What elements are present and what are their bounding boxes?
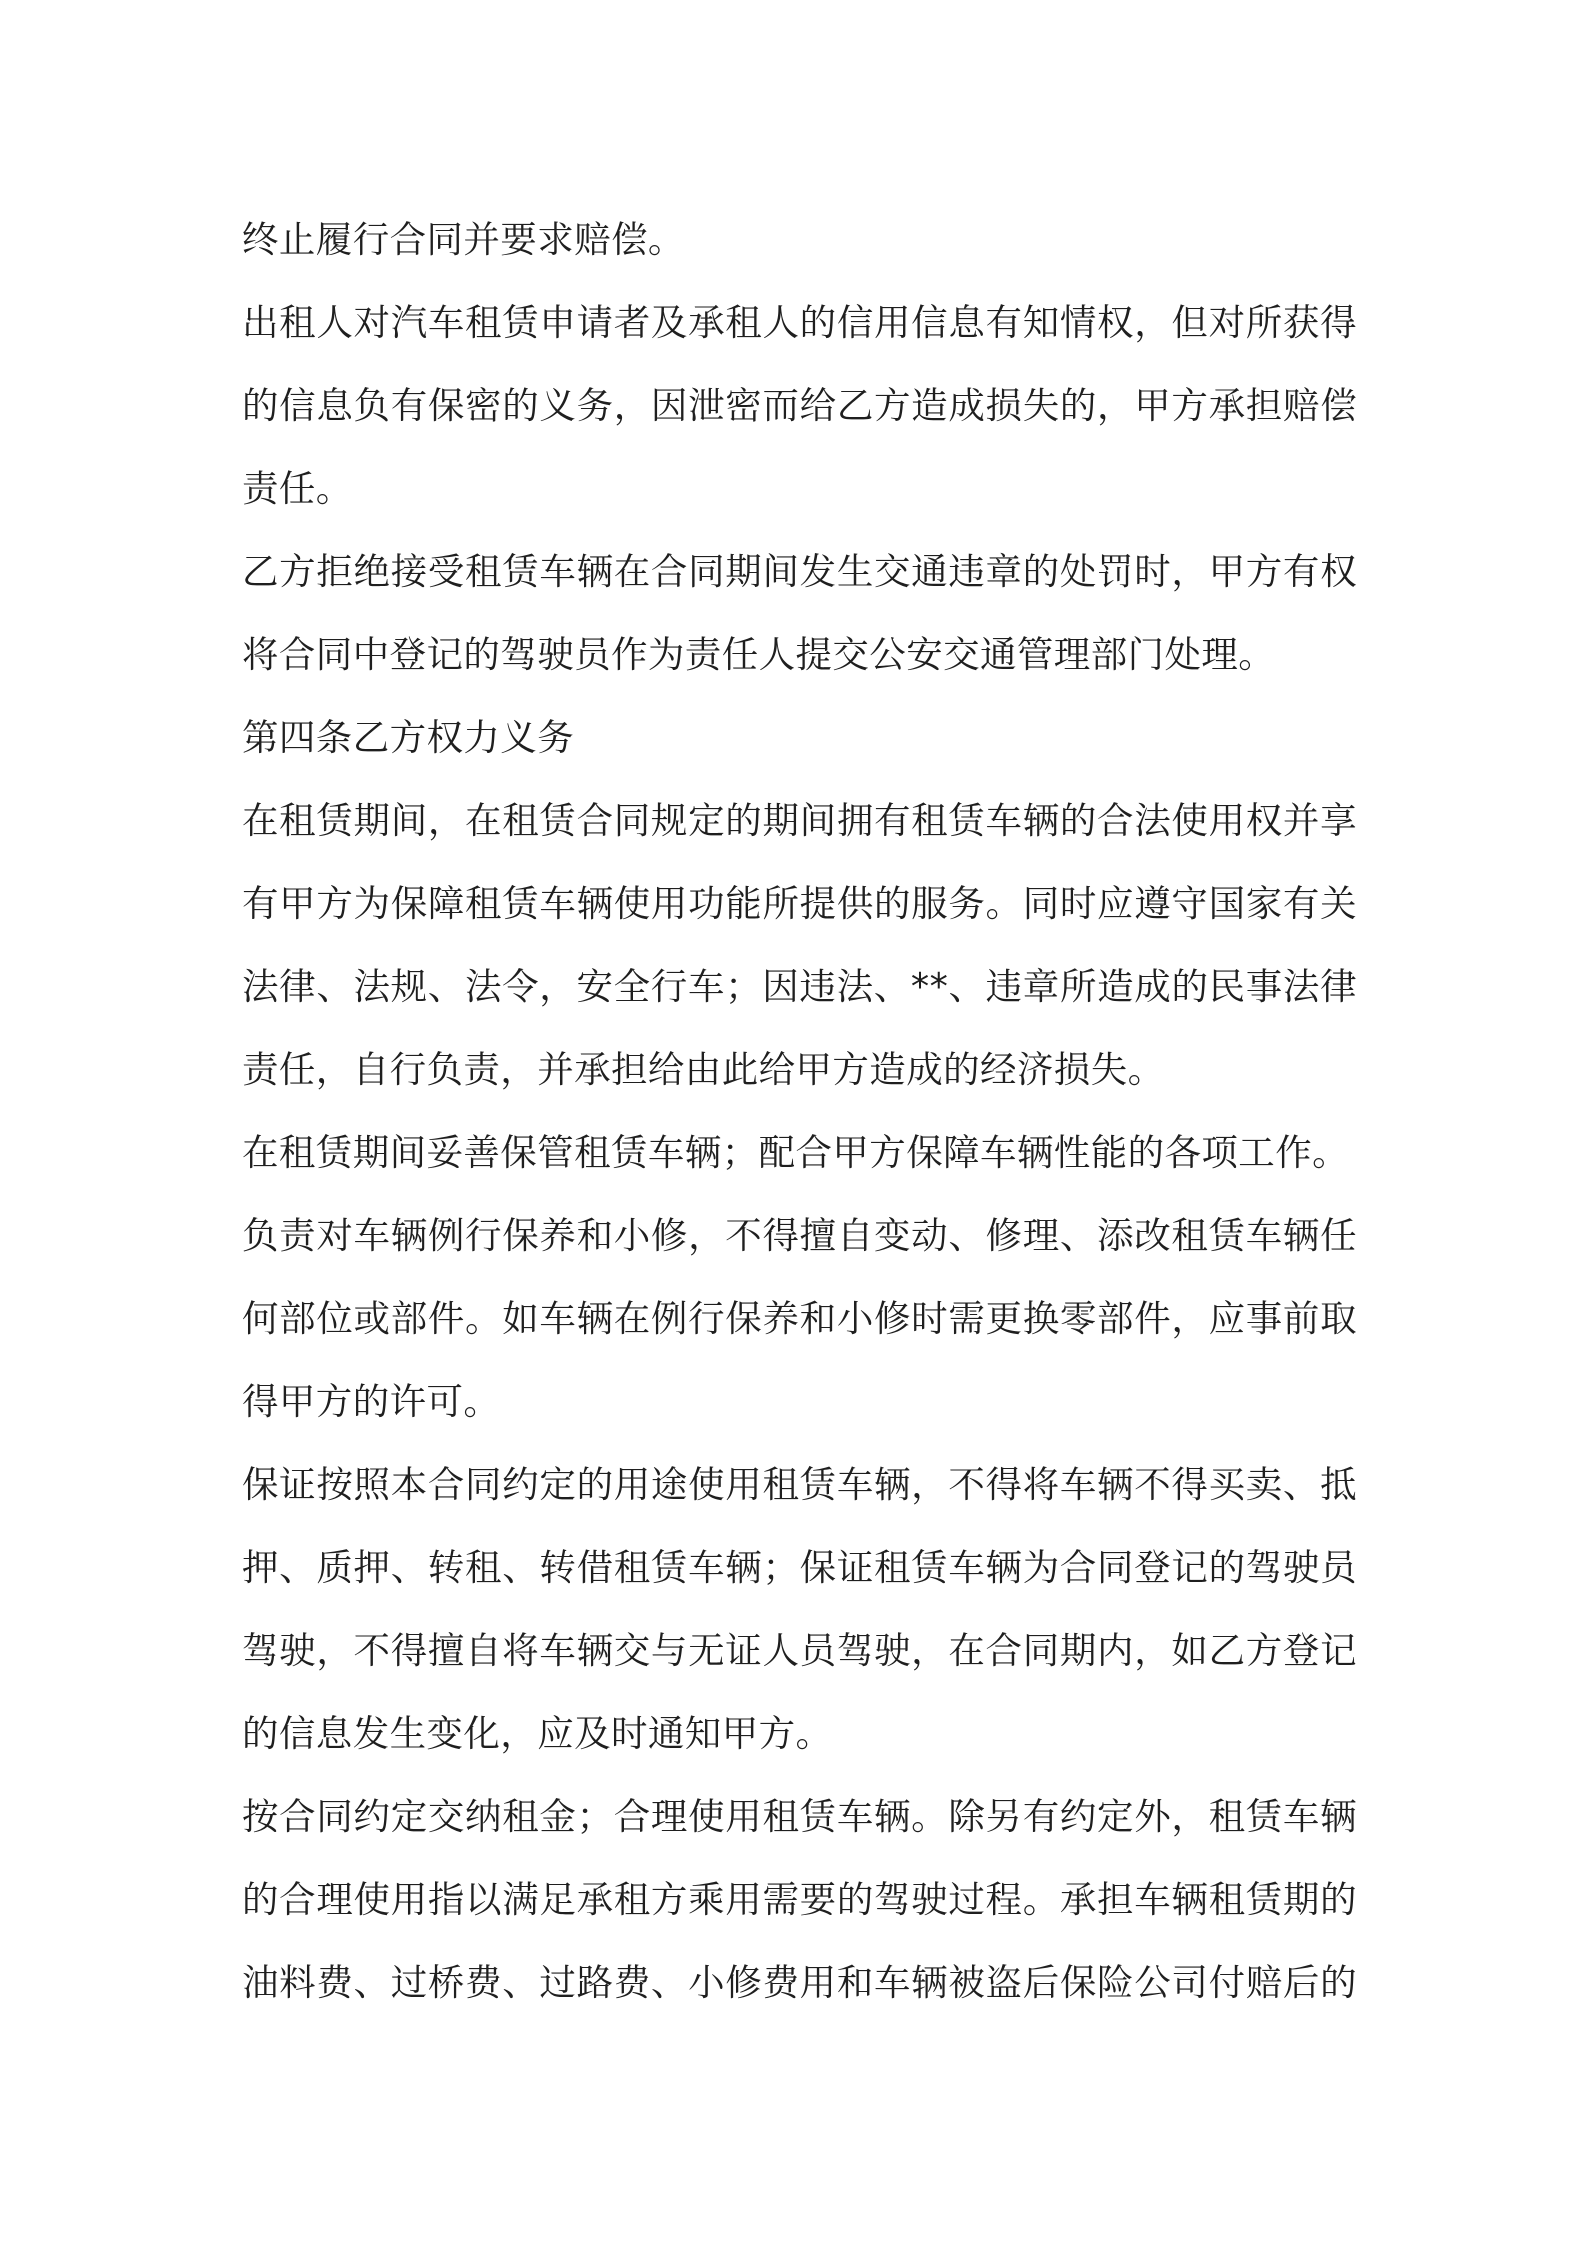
- paragraph-traffic-violation-handling: 乙方拒绝接受租赁车辆在合同期间发生交通违章的处罚时，甲方有权将合同中登记的驾驶员作为责任人提交公安交通管理部门处理。: [242, 550, 1357, 676]
- section-heading-article-four: 第四条乙方权力义务: [242, 716, 575, 759]
- paragraph-vehicle-custody: 在租赁期间妥善保管租赁车辆；配合甲方保障车辆性能的各项工作。: [242, 1131, 1349, 1174]
- paragraph-rent-and-costs: 按合同约定交纳租金；合理使用租赁车辆。除另有约定外，租赁车辆的合理使用指以满足承租方乘用需要的驾驶过程。承担车辆租赁期的油料费、过桥费、过路费、小修费用和车辆被盗后保险公司付赔后的: [242, 1795, 1357, 2004]
- paragraph-maintenance-and-repairs: 负责对车辆例行保养和小修，不得擅自变动、修理、添改租赁车辆任何部位或部件。如车辆在例行保养和小修时需更换零部件，应事前取得甲方的许可。: [242, 1214, 1357, 1423]
- document-body: [242, 198, 1357, 2024]
- paragraph-lessee-rights-obligations: 在租赁期间，在租赁合同规定的期间拥有租赁车辆的合法使用权并享有甲方为保障租赁车辆使用功能所提供的服务。同时应遵守国家有关法律、法规、法令，安全行车；因违法、**、违章所造成的民事法律责任，自行负责，并承担给由此给甲方造成的经济损失。: [242, 799, 1357, 1091]
- paragraph-credit-information-confidentiality: 出租人对汽车租赁申请者及承租人的信用信息有知情权，但对所获得的信息负有保密的义务，因泄密而给乙方造成损失的，甲方承担赔偿责任。: [242, 301, 1357, 510]
- paragraph-vehicle-use-restrictions: 保证按照本合同约定的用途使用租赁车辆，不得将车辆不得买卖、抵押、质押、转租、转借租赁车辆；保证租赁车辆为合同登记的驾驶员驾驶，不得擅自将车辆交与无证人员驾驶，在合同期内，如乙方登记的信息发生变化，应及时通知甲方。: [242, 1463, 1357, 1755]
- paragraph-termination-compensation: 终止履行合同并要求赔偿。: [242, 218, 685, 261]
